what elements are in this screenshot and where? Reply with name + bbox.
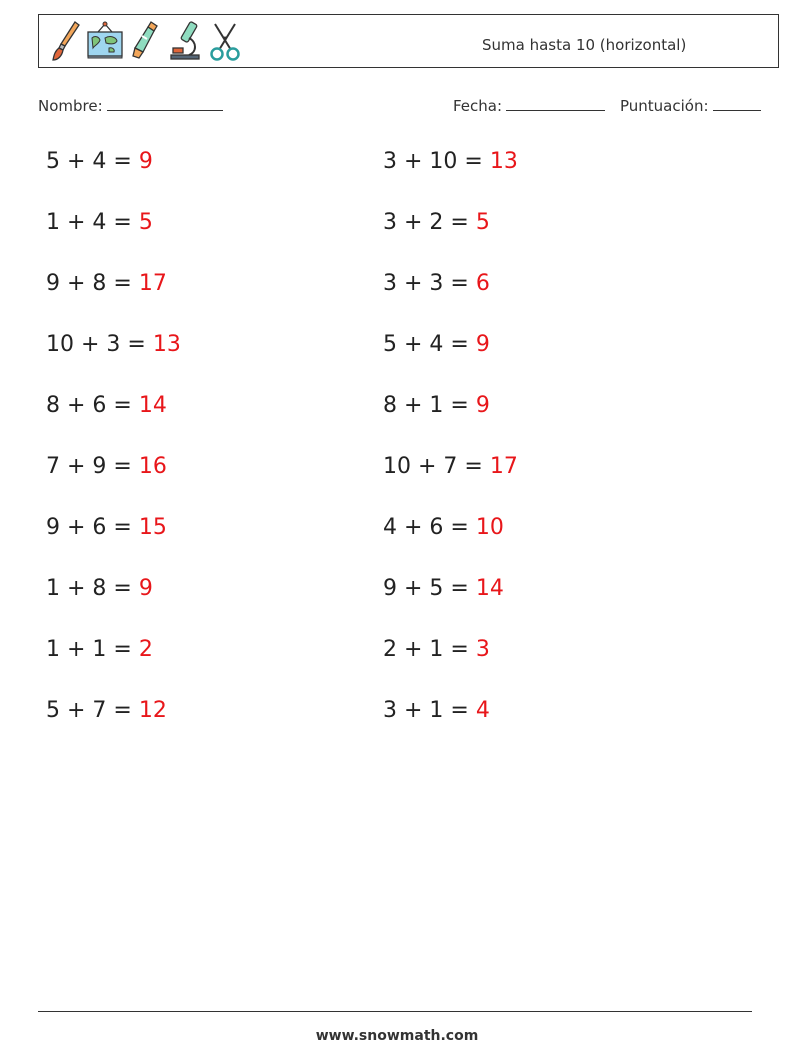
footer-divider <box>38 1011 752 1012</box>
score-blank[interactable] <box>713 94 761 111</box>
problem-left-7 <box>46 513 167 543</box>
problem-answer: 3 <box>475 637 490 662</box>
problem-expression: 9 + 8 = <box>46 271 139 296</box>
problem-answer: 17 <box>489 454 518 479</box>
score-field <box>620 94 761 116</box>
scissors-icon <box>205 18 245 64</box>
problem-expression: 10 + 3 = <box>46 332 153 357</box>
worksheet-title: Suma hasta 10 (horizontal) <box>482 36 687 54</box>
problem-expression: 8 + 6 = <box>46 393 139 418</box>
problem-answer: 9 <box>475 393 490 418</box>
problem-left-3 <box>46 269 167 299</box>
problem-expression: 9 + 5 = <box>383 576 476 601</box>
problem-right-10 <box>383 696 490 726</box>
problem-expression: 3 + 3 = <box>383 271 476 296</box>
problem-answer: 2 <box>138 637 153 662</box>
problem-answer: 17 <box>138 271 167 296</box>
name-field <box>38 94 223 116</box>
problem-expression: 8 + 1 = <box>383 393 476 418</box>
footer-link[interactable]: www.snowmath.com <box>315 1028 479 1044</box>
problem-answer: 14 <box>138 393 167 418</box>
problem-right-3 <box>383 269 490 299</box>
name-blank[interactable] <box>107 94 223 111</box>
problem-answer: 16 <box>138 454 167 479</box>
problem-expression: 5 + 7 = <box>46 698 139 723</box>
date-label: Fecha: <box>453 97 503 115</box>
paintbrush-icon <box>45 18 85 64</box>
problem-answer: 13 <box>152 332 181 357</box>
score-label: Puntuación: <box>620 97 709 115</box>
problem-answer: 5 <box>138 210 153 235</box>
name-label: Nombre: <box>38 97 103 115</box>
problem-answer: 9 <box>138 576 153 601</box>
problem-left-10 <box>46 696 167 726</box>
problem-expression: 3 + 2 = <box>383 210 476 235</box>
worksheet-header <box>38 14 779 68</box>
header-icons <box>45 18 245 64</box>
problem-expression: 4 + 6 = <box>383 515 476 540</box>
problem-expression: 1 + 1 = <box>46 637 139 662</box>
problem-left-5 <box>46 391 167 421</box>
problem-right-2 <box>383 208 490 238</box>
problem-answer: 13 <box>489 149 518 174</box>
problem-answer: 5 <box>475 210 490 235</box>
problem-left-2 <box>46 208 153 238</box>
date-field <box>453 94 605 116</box>
map-board-icon <box>85 18 125 64</box>
problem-right-5 <box>383 391 490 421</box>
problem-answer: 15 <box>138 515 167 540</box>
problem-left-4 <box>46 330 181 360</box>
problem-left-8 <box>46 574 153 604</box>
problem-left-9 <box>46 635 153 665</box>
problem-right-9 <box>383 635 490 665</box>
problem-expression: 2 + 1 = <box>383 637 476 662</box>
problem-answer: 9 <box>138 149 153 174</box>
problem-answer: 4 <box>475 698 490 723</box>
highlighter-icon <box>125 18 165 64</box>
problem-right-6 <box>383 452 518 482</box>
problem-right-1 <box>383 147 518 177</box>
problem-answer: 12 <box>138 698 167 723</box>
problem-expression: 3 + 10 = <box>383 149 490 174</box>
problem-expression: 5 + 4 = <box>383 332 476 357</box>
microscope-icon <box>165 18 205 64</box>
problem-right-4 <box>383 330 490 360</box>
problem-expression: 1 + 4 = <box>46 210 139 235</box>
problem-answer: 9 <box>475 332 490 357</box>
problem-expression: 5 + 4 = <box>46 149 139 174</box>
problem-right-7 <box>383 513 504 543</box>
date-blank[interactable] <box>506 94 605 111</box>
problem-answer: 14 <box>475 576 504 601</box>
problem-answer: 6 <box>475 271 490 296</box>
problem-right-8 <box>383 574 504 604</box>
problem-left-1 <box>46 147 153 177</box>
problem-expression: 1 + 8 = <box>46 576 139 601</box>
problem-expression: 3 + 1 = <box>383 698 476 723</box>
problem-expression: 10 + 7 = <box>383 454 490 479</box>
problem-left-6 <box>46 452 167 482</box>
problem-expression: 7 + 9 = <box>46 454 139 479</box>
problem-answer: 10 <box>475 515 504 540</box>
problem-expression: 9 + 6 = <box>46 515 139 540</box>
